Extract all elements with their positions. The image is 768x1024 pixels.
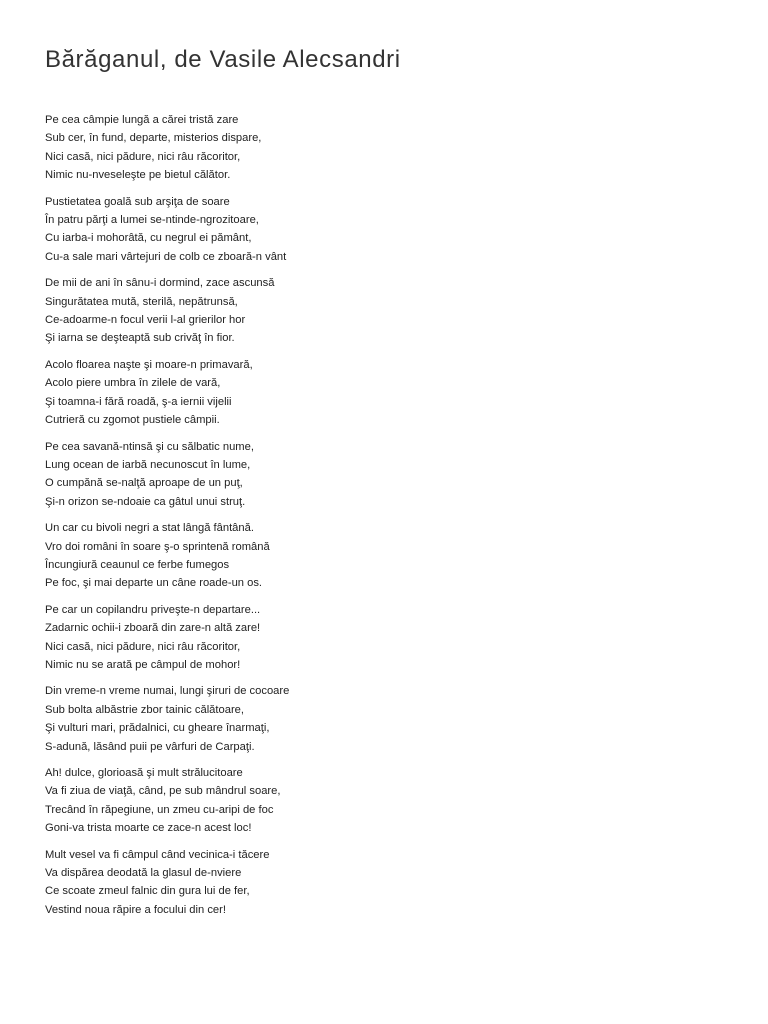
- poem-line: Va fi ziua de viaţă, când, pe sub mândrul soare,: [45, 785, 281, 798]
- poem-line: S-adună, lăsând puii pe vârfuri de Carpaţi.: [45, 740, 255, 753]
- poem-line: Un car cu bivoli negri a stat lângă fântână.: [45, 522, 254, 535]
- poem-line: Din vreme-n vreme numai, lungi şiruri de cocoare: [45, 685, 290, 698]
- poem-line: Cu-a sale mari vârtejuri de colb ce zboară-n vânt: [45, 250, 287, 263]
- stanza-9: [45, 764, 725, 838]
- stanza-7: [45, 601, 725, 675]
- poem-line: Acolo floarea naşte şi moare-n primavară,: [45, 358, 253, 371]
- poem-line: Pe car un copilandru priveşte-n departare...: [45, 603, 261, 616]
- poem-line: O cumpănă se-nalţă aproape de un puţ,: [45, 477, 243, 490]
- stanza-10: [45, 846, 725, 920]
- poem-line: Singurătatea mută, sterilă, nepătrunsă,: [45, 295, 238, 308]
- poem-line: Nimic nu-nveseleşte pe bietul călător.: [45, 169, 231, 182]
- poem-line: Cutrieră cu zgomot pustiele câmpii.: [45, 414, 220, 427]
- stanza-5: [45, 438, 725, 512]
- poem-line: Vestind noua răpire a focului din cer!: [45, 903, 226, 916]
- poem-line: Ce-adoarme-n focul verii l-al grierilor hor: [45, 314, 246, 327]
- poem-line: De mii de ani în sânu-i dormind, zace ascunsă: [45, 277, 275, 290]
- poem-line: Ah! dulce, glorioasă şi mult strălucitoare: [45, 767, 243, 779]
- stanza-4: [45, 356, 725, 430]
- stanza-8: [45, 682, 725, 756]
- stanza-2: [45, 193, 725, 267]
- stanza-3: [45, 274, 725, 348]
- poem-line: Lung ocean de iarbă necunoscut în lume,: [45, 458, 251, 471]
- poem-line: Sub bolta albăstrie zbor tainic călătoare,: [45, 703, 245, 716]
- poem-line: Nici casă, nici pădure, nici râu răcoritor,: [45, 640, 241, 653]
- poem-line: Pe cea savană-ntinsă şi cu sălbatic nume,: [45, 440, 254, 453]
- poem-line: Pustietatea goală sub arşiţa de soare: [45, 195, 230, 208]
- poem-line: Încungiură ceaunul ce ferbe fumegos: [45, 558, 230, 571]
- poem-line: În patru părţi a lumei se-ntinde-ngrozitoare,: [45, 214, 259, 227]
- poem-line: Vro doi români în soare ş-o sprintenă română: [45, 540, 270, 553]
- poem-line: Pe cea câmpie lungă a cărei tristă zare: [45, 114, 239, 126]
- poem-line: Acolo piere umbra în zilele de vară,: [45, 377, 221, 390]
- poem-line: Mult vesel va fi câmpul când vecinica-i tăcere: [45, 848, 270, 861]
- poem-body: [45, 111, 725, 927]
- poem-line: Pe foc, şi mai departe un câne roade-un os.: [45, 577, 263, 590]
- poem-line: Şi-n orizon se-ndoaie ca gâtul unui struţ.: [45, 495, 246, 508]
- stanza-6: [45, 519, 725, 593]
- poem-line: Nici casă, nici pădure, nici râu răcoritor,: [45, 150, 241, 163]
- poem-line: Şi toamna-i fără roadă, ş-a iernii vijelii: [45, 395, 232, 408]
- stanza-1: [45, 111, 725, 185]
- poem-line: Trecând în răpegiune, un zmeu cu-aripi de foc: [45, 803, 274, 816]
- poem-line: Şi iarna se deşteaptă sub crivăţ în fior.: [45, 332, 235, 345]
- poem-line: Va dispărea deodată la glasul de-nviere: [45, 867, 242, 880]
- poem-line: Ce scoate zmeul falnic din gura lui de fer,: [45, 885, 250, 898]
- poem-line: Cu iarba-i mohorâtă, cu negrul ei pământ,: [45, 232, 252, 245]
- poem-line: Şi vulturi mari, prădalnici, cu gheare înarmaţi,: [45, 722, 270, 735]
- page-title: Bărăganul, de Vasile Alecsandri: [45, 46, 401, 73]
- poem-line: Goni-va trista moarte ce zace-n acest loc!: [45, 822, 252, 835]
- poem-line: Nimic nu se arată pe câmpul de mohor!: [45, 658, 241, 671]
- poem-line: Zadarnic ochii-i zboară din zare-n altă zare!: [45, 622, 261, 635]
- poem-line: Sub cer, în fund, departe, misterios dispare,: [45, 132, 262, 145]
